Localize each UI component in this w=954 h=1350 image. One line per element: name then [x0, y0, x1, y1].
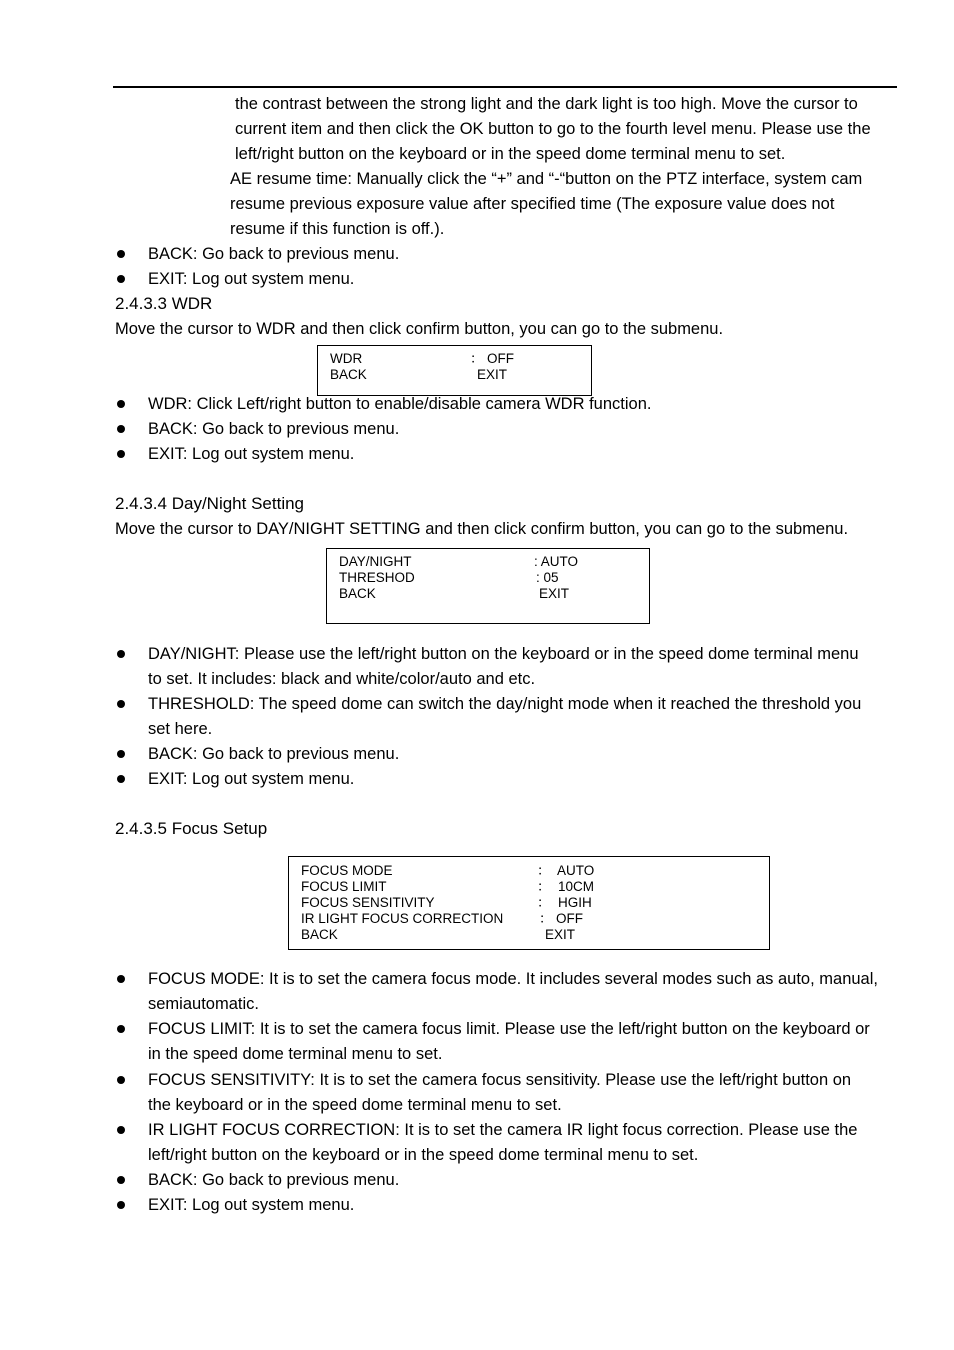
bullet-icon [117, 450, 125, 458]
menu-value: : 05 [536, 570, 559, 585]
menu-value: OFF [487, 351, 514, 366]
ae-resume-line: resume previous exposure value after specified time (The exposure value does not [230, 195, 835, 213]
intro-line: left/right button on the keyboard or in the speed dome terminal menu to set. [235, 145, 786, 163]
bullet-text-continued: set here. [148, 720, 213, 738]
bullet-text: WDR: Click Left/right button to enable/disable camera WDR function. [148, 395, 652, 413]
bullet-icon [117, 700, 125, 708]
daynight-menu-box [326, 548, 650, 624]
menu-value: : AUTO [534, 554, 579, 569]
bullet-icon [117, 650, 125, 658]
menu-value: OFF [556, 911, 583, 926]
bullet-text-continued: in the speed dome terminal menu to set. [148, 1045, 443, 1063]
bullet-icon [117, 1025, 125, 1033]
menu-value: EXIT [545, 927, 576, 942]
bullet-text-continued: semiautomatic. [148, 995, 259, 1013]
ae-resume-line: AE resume time: Manually click the “+” and “-“button on the PTZ interface, system cam [230, 170, 863, 188]
bullet-icon [117, 975, 125, 983]
section-description: Move the cursor to WDR and then click confirm button, you can go to the submenu. [115, 320, 724, 338]
bullet-icon [117, 775, 125, 783]
bullet-text: IR LIGHT FOCUS CORRECTION: It is to set the camera IR light focus correction. Please use the [148, 1121, 858, 1139]
bullet-text: BACK: Go back to previous menu. [148, 1171, 400, 1189]
menu-value: 10CM [558, 879, 595, 894]
menu-label: DAY/NIGHT [339, 554, 412, 569]
bullet-icon [117, 425, 125, 433]
menu-label: IR LIGHT FOCUS CORRECTION [301, 911, 504, 926]
bullet-text: BACK: Go back to previous menu. [148, 420, 400, 438]
menu-value: EXIT [477, 367, 508, 382]
section-heading-daynight: 2.4.3.4 Day/Night Setting [115, 494, 305, 513]
menu-value: AUTO [557, 863, 595, 878]
bullet-text: EXIT: Log out system menu. [148, 270, 355, 288]
menu-label: BACK [330, 367, 367, 382]
section-heading-wdr: 2.4.3.3 WDR [115, 294, 213, 313]
menu-value: EXIT [539, 586, 570, 601]
focus-menu-box [288, 856, 770, 950]
bullet-text: EXIT: Log out system menu. [148, 770, 355, 788]
bullet-text: THRESHOLD: The speed dome can switch the day/night mode when it reached the threshold you [148, 695, 862, 713]
menu-separator: ： [537, 863, 551, 878]
bullet-text: FOCUS LIMIT: It is to set the camera focus limit. Please use the left/right button on the keyboard or [148, 1020, 870, 1038]
menu-separator: ： [537, 895, 551, 910]
section-heading-focus: 2.4.3.5 Focus Setup [115, 819, 268, 838]
bullet-text: FOCUS SENSITIVITY: It is to set the camera focus sensitivity. Please use the left/right button on [148, 1071, 852, 1089]
intro-line: the contrast between the strong light and the dark light is too high. Move the cursor to [235, 95, 858, 113]
bullet-icon [117, 1201, 125, 1209]
bullet-icon [117, 750, 125, 758]
bullet-text: EXIT: Log out system menu. [148, 445, 355, 463]
section-description: Move the cursor to DAY/NIGHT SETTING and then click confirm button, you can go to the submenu. [115, 520, 849, 538]
menu-label: BACK [301, 927, 338, 942]
bullet-icon [117, 250, 125, 258]
menu-label: BACK [339, 586, 376, 601]
bullet-text: BACK: Go back to previous menu. [148, 245, 400, 263]
menu-separator: ： [539, 911, 553, 926]
bullet-text: FOCUS MODE: It is to set the camera focus mode. It includes several modes such as auto, manual, [148, 970, 878, 988]
menu-label: WDR [330, 351, 363, 366]
bullet-text-continued: the keyboard or in the speed dome terminal menu to set. [148, 1096, 562, 1114]
bullet-text-continued: to set. It includes: black and white/color/auto and etc. [148, 670, 536, 688]
bullet-icon [117, 400, 125, 408]
bullet-text: BACK: Go back to previous menu. [148, 745, 400, 763]
bullet-text: DAY/NIGHT: Please use the left/right button on the keyboard or in the speed dome terminal menu [148, 645, 859, 663]
menu-label: THRESHOD [339, 570, 415, 585]
bullet-icon [117, 1076, 125, 1084]
bullet-icon [117, 275, 125, 283]
bullet-text-continued: left/right button on the keyboard or in the speed dome terminal menu to set. [148, 1146, 699, 1164]
menu-label: FOCUS LIMIT [301, 879, 387, 894]
menu-label: FOCUS MODE [301, 863, 393, 878]
ae-resume-line: resume if this function is off.). [230, 220, 445, 238]
menu-separator: ： [470, 351, 484, 366]
intro-line: current item and then click the OK button to go to the fourth level menu. Please use the [235, 120, 871, 138]
menu-label: FOCUS SENSITIVITY [301, 895, 435, 910]
wdr-menu-box [317, 345, 592, 396]
header-rule [113, 86, 897, 88]
bullet-icon [117, 1126, 125, 1134]
bullet-icon [117, 1176, 125, 1184]
menu-value: HGIH [558, 895, 592, 910]
bullet-text: EXIT: Log out system menu. [148, 1196, 355, 1214]
menu-separator: ： [537, 879, 551, 894]
